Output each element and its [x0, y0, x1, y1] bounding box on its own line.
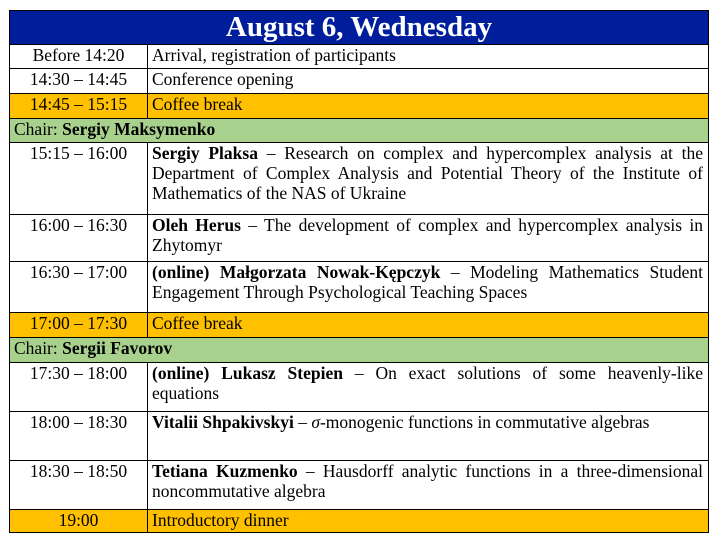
- speaker-name: (online) Lukasz Stepien: [152, 362, 343, 383]
- talk-row: [10, 262, 709, 313]
- chair-name: Sergii Favorov: [62, 338, 173, 359]
- schedule-row: [10, 44, 709, 69]
- time-slot: 17:00 – 17:30: [10, 313, 148, 338]
- separator: –: [297, 461, 323, 482]
- talk-cell: [148, 215, 709, 262]
- sigma-symbol: σ: [311, 411, 320, 432]
- time-slot: Before 14:20: [10, 44, 148, 69]
- speaker-name: Sergiy Plaksa: [152, 143, 258, 164]
- time-slot: 14:30 – 14:45: [10, 69, 148, 94]
- dinner-row: [10, 510, 709, 533]
- talk-title: On exact solutions of some heavenly-like equations: [152, 362, 703, 403]
- event-text: Conference opening: [152, 69, 294, 90]
- coffee-break-row: [10, 94, 709, 119]
- event-text: Coffee break: [152, 94, 243, 115]
- coffee-break-row: [10, 313, 709, 338]
- chair-row: [10, 118, 709, 143]
- time-slot: 17:30 – 18:00: [10, 362, 148, 411]
- talk-row: [10, 362, 709, 411]
- talk-cell: [148, 461, 709, 510]
- time-slot: 19:00: [10, 510, 148, 533]
- talk-cell: [148, 411, 709, 460]
- talk-title: Research on complex and hypercomplex analysis at the Department of Complex Analysis and Potential Theory of the Institute of Mathematics of the NAS of Ukraine: [152, 143, 704, 204]
- event-cell: [148, 69, 709, 94]
- chair-cell: [10, 338, 709, 363]
- talk-cell: [148, 143, 709, 215]
- schedule-table: [9, 10, 709, 533]
- separator: –: [240, 215, 265, 236]
- separator: –: [293, 411, 312, 432]
- event-text: Arrival, registration of participants: [152, 44, 396, 65]
- talk-row: [10, 461, 709, 510]
- talk-title: -monogenic functions in commutative algebras: [319, 411, 650, 432]
- speaker-name: Tetiana Kuzmenko: [152, 461, 298, 482]
- chair-cell: [10, 118, 709, 143]
- event-cell: [148, 510, 709, 533]
- time-slot: 14:45 – 15:15: [10, 94, 148, 119]
- event-cell: [148, 44, 709, 69]
- time-slot: 16:00 – 16:30: [10, 215, 148, 262]
- separator: –: [257, 143, 285, 164]
- talk-title: Modeling Mathematics Student Engagement Through Psychological Teaching Spaces: [152, 262, 703, 303]
- talk-row: [10, 143, 709, 215]
- talk-row: [10, 411, 709, 460]
- time-slot: 16:30 – 17:00: [10, 262, 148, 313]
- talk-title: The development of complex and hypercomplex analysis in Zhytomyr: [152, 215, 704, 256]
- schedule-row: [10, 69, 709, 94]
- talk-title: Hausdorff analytic functions in a three-dimensional noncommutative algebra: [152, 461, 703, 502]
- separator: –: [440, 262, 471, 283]
- talk-row: [10, 215, 709, 262]
- talk-cell: [148, 362, 709, 411]
- chair-row: [10, 338, 709, 363]
- event-cell: [148, 313, 709, 338]
- chair-label: Chair:: [14, 118, 58, 139]
- speaker-name: Vitalii Shpakivskyi: [152, 411, 294, 432]
- separator: –: [342, 362, 376, 383]
- time-slot: 18:30 – 18:50: [10, 461, 148, 510]
- chair-label: Chair:: [14, 338, 58, 359]
- chair-name: Sergiy Maksymenko: [62, 118, 216, 139]
- talk-cell: [148, 262, 709, 313]
- event-cell: [148, 94, 709, 119]
- time-slot: 15:15 – 16:00: [10, 143, 148, 215]
- event-text: Introductory dinner: [152, 510, 289, 531]
- event-text: Coffee break: [152, 313, 243, 334]
- speaker-name: Oleh Herus: [152, 215, 241, 236]
- page-title: August 6, Wednesday: [10, 11, 709, 45]
- speaker-name: (online) Małgorzata Nowak-Kępczyk: [152, 262, 441, 283]
- time-slot: 18:00 – 18:30: [10, 411, 148, 460]
